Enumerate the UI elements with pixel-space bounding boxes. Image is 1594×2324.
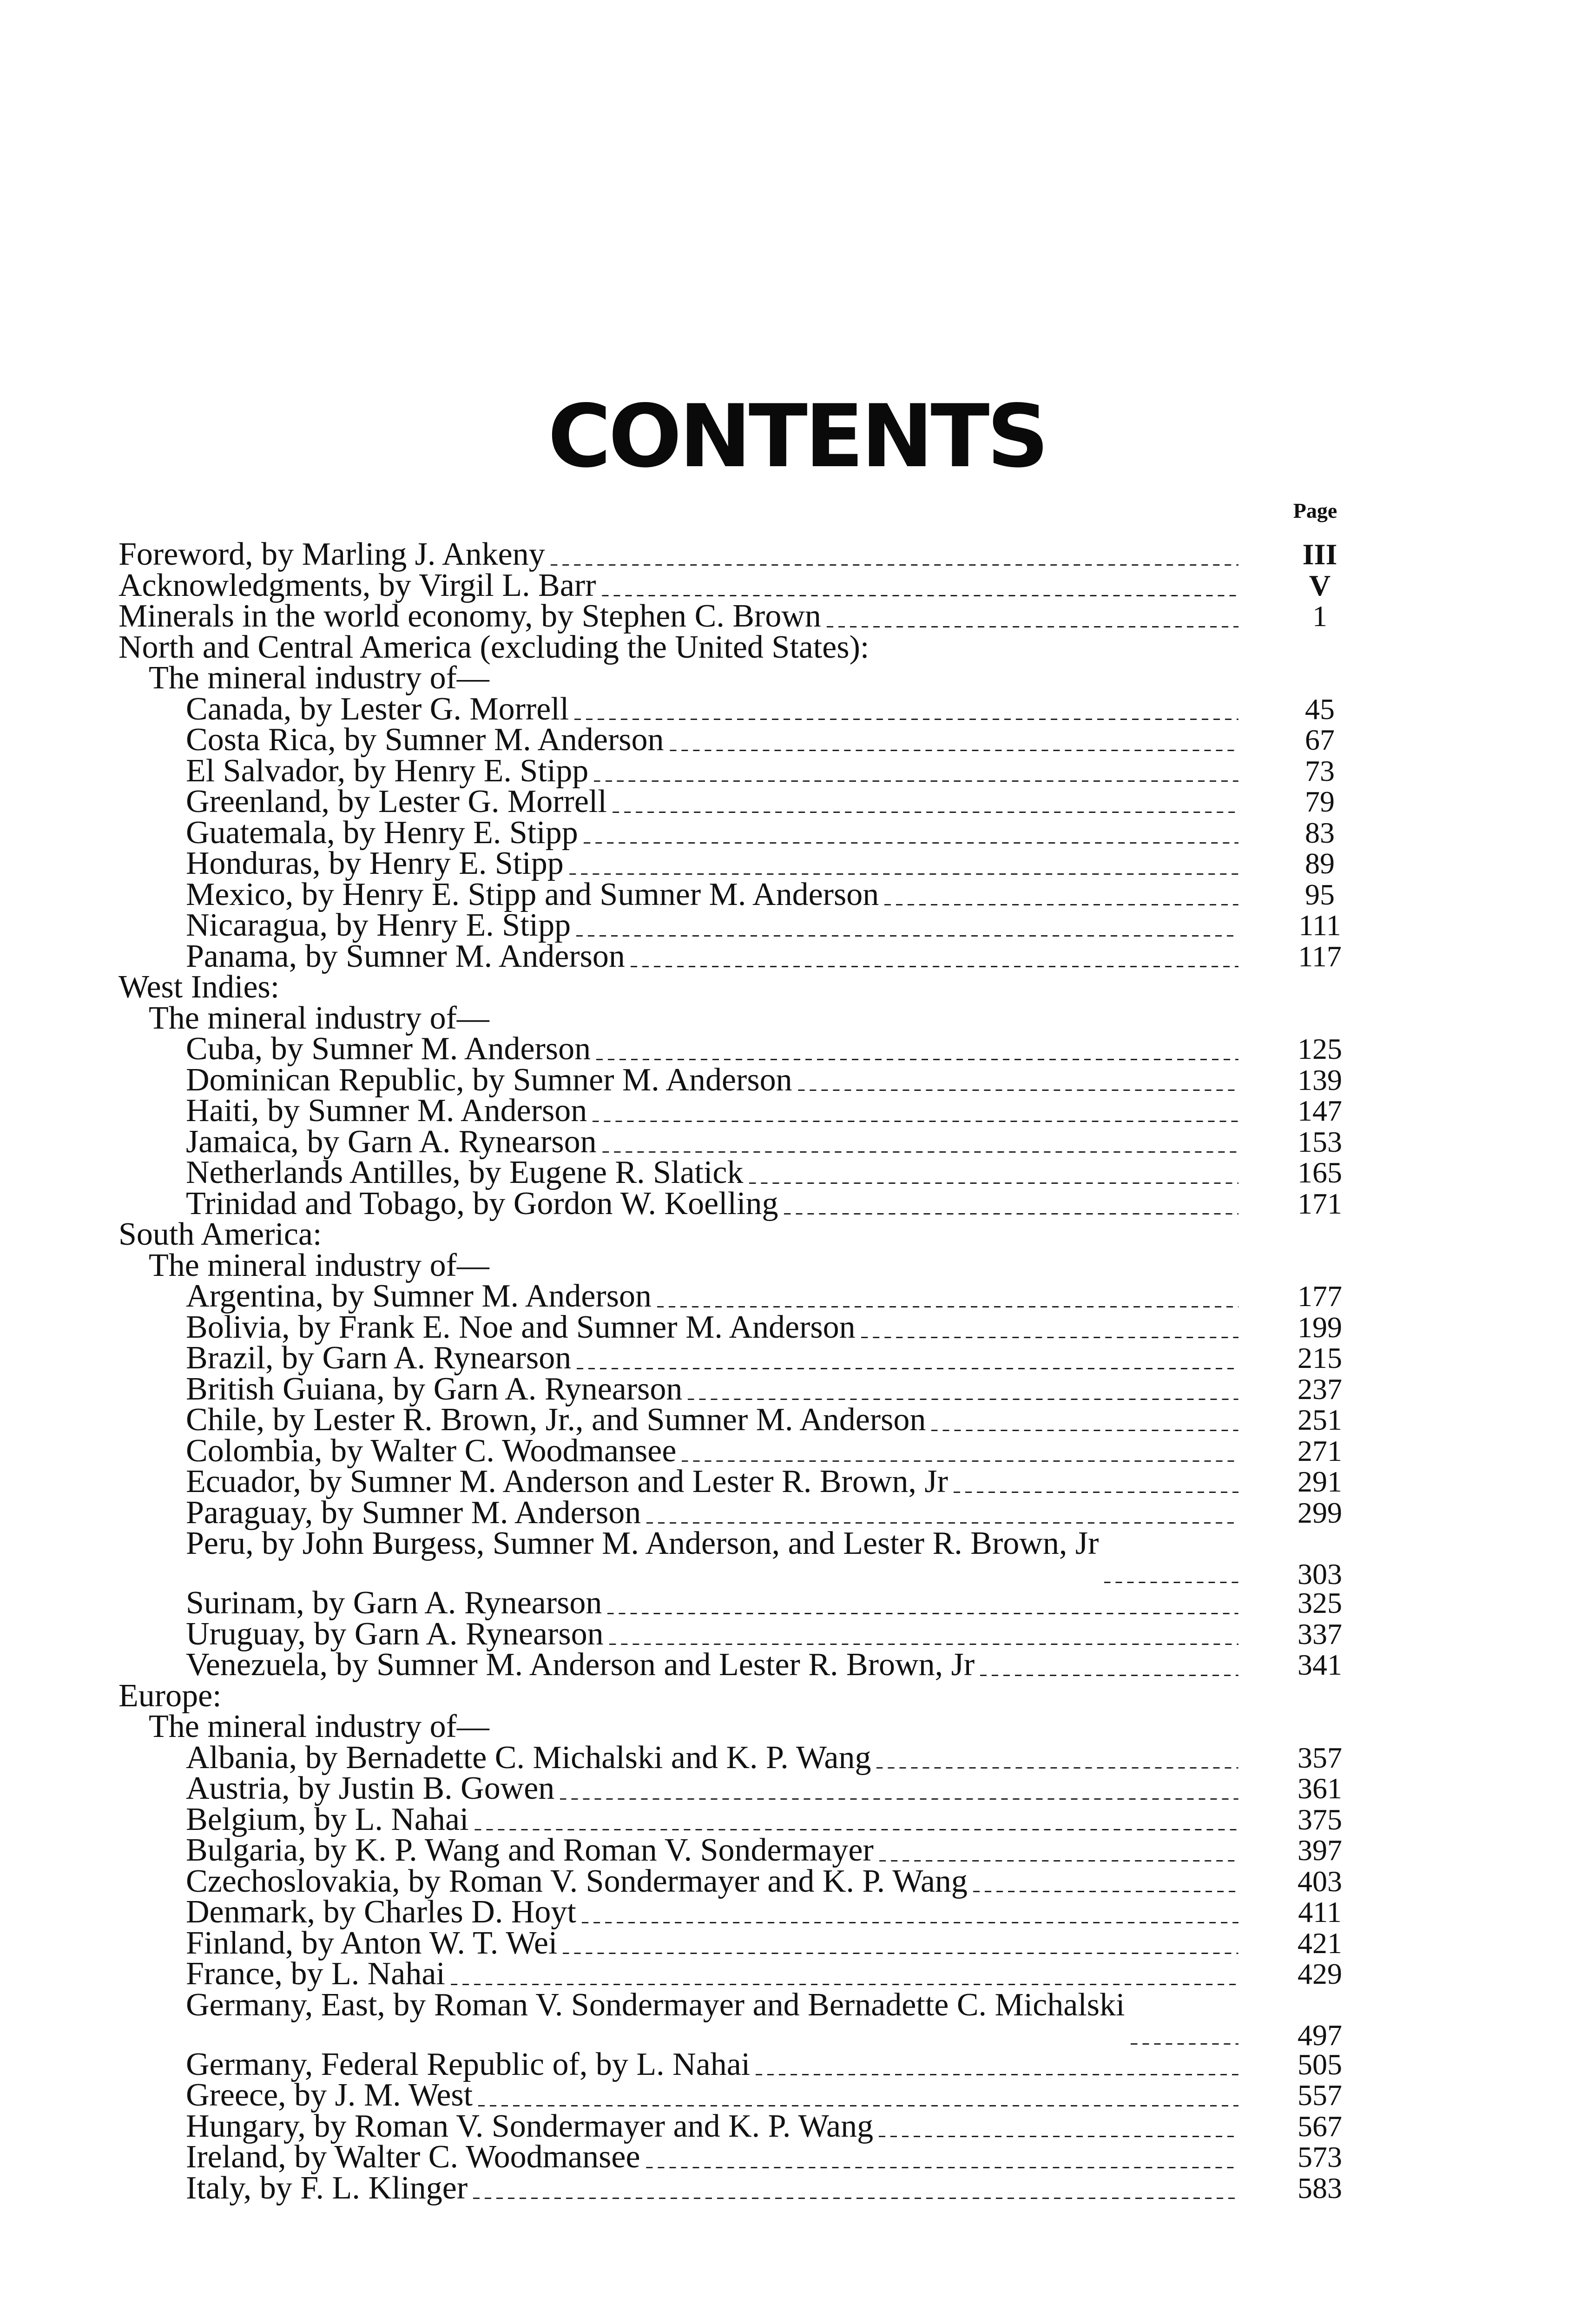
toc-entry-label: Netherlands Antilles, by Eugene R. Slatick: [186, 1155, 744, 1190]
dot-leader: [451, 1981, 1238, 1985]
toc-entry-label: North and Central America (excluding the United States):: [119, 629, 869, 665]
toc-entry-label: France, by L. Nahai: [186, 1956, 445, 1992]
toc-entry-page-number: 375: [1298, 1802, 1342, 1836]
toc-entry-page-number: 573: [1298, 2140, 1342, 2173]
toc-entry-label: Italy, by F. L. Klinger: [186, 2170, 468, 2206]
dot-leader: [861, 1334, 1238, 1338]
dot-leader: [657, 1304, 1238, 1307]
dot-leader: [798, 1087, 1238, 1091]
toc-entry: [0, 1739, 1594, 1776]
dot-leader: [879, 2133, 1238, 2137]
dot-leader: [1104, 1579, 1238, 1583]
dot-leader: [474, 1827, 1238, 1830]
toc-entry-page-number: 79: [1305, 785, 1335, 818]
toc-entry: [0, 1647, 1594, 1683]
toc-entry-page-number: 237: [1298, 1372, 1342, 1406]
toc-entry-page-number: 397: [1298, 1834, 1342, 1867]
toc-entry-page-number: 73: [1305, 754, 1335, 787]
toc-entry: [0, 1185, 1594, 1221]
toc-entry-label: Peru, by John Burgess, Sumner M. Anderson, and Lester R. Brown, Jr: [186, 1525, 1099, 1561]
dot-leader: [973, 1888, 1238, 1892]
toc-entry: [0, 1894, 1594, 1930]
dot-leader: [884, 902, 1238, 905]
toc-entry-page-number: 83: [1305, 816, 1335, 849]
toc-entry-label: Cuba, by Sumner M. Anderson: [186, 1031, 591, 1067]
toc-entry-label: Argentina, by Sumner M. Anderson: [186, 1278, 652, 1314]
toc-entry-label: Guatemala, by Henry E. Stipp: [186, 814, 578, 851]
dot-leader: [551, 562, 1238, 566]
dot-leader: [602, 593, 1238, 596]
toc-entry-label: Panama, by Sumner M. Anderson: [186, 938, 625, 974]
toc-entry-label: Greenland, by Lester G. Morrell: [186, 784, 607, 819]
toc-entry-page-number: 337: [1298, 1617, 1342, 1651]
toc-entry: [0, 1371, 1594, 1407]
toc-entry-label: Europe:: [119, 1677, 222, 1714]
page-title: CONTENTS: [547, 386, 1047, 487]
toc-entry-label: Ecuador, by Sumner M. Anderson and Lester R. Brown, Jr: [186, 1464, 948, 1499]
toc-entry-label: Canada, by Lester G. Morrell: [186, 691, 569, 727]
toc-entry-page-number: 67: [1305, 723, 1335, 756]
dot-leader: [577, 1366, 1238, 1369]
toc-entry-label: The mineral industry of—: [149, 1709, 489, 1744]
toc-entry: [0, 1585, 1594, 1621]
toc-entry-label: Uruguay, by Garn A. Rynearson: [186, 1616, 604, 1652]
toc-entry-label: Czechoslovakia, by Roman V. Sondermayer and K. P. Wang: [186, 1863, 968, 1899]
dot-leader: [593, 1118, 1238, 1122]
toc-entry-label: The mineral industry of—: [149, 1000, 489, 1036]
toc-section-heading: [0, 629, 1594, 665]
toc-entry: [0, 1616, 1594, 1652]
toc-section-heading: [0, 1216, 1594, 1252]
toc-entry-label: Germany, Federal Republic of, by L. Nahai: [186, 2046, 751, 2082]
toc-entry: [0, 1987, 1594, 2052]
toc-entry-label: Dominican Republic, by Sumner M. Anderson: [186, 1062, 792, 1098]
toc-entry-label: West Indies:: [119, 969, 280, 1005]
dot-leader: [980, 1672, 1238, 1676]
toc-entry-label: The mineral industry of—: [149, 1247, 489, 1283]
toc-entry: [0, 536, 1594, 572]
toc-entry: [0, 1402, 1594, 1438]
toc-entry: [0, 814, 1594, 851]
toc-entry-page-number: 177: [1298, 1280, 1342, 1313]
toc-entry-page-number: 125: [1298, 1032, 1342, 1065]
dot-leader: [478, 2103, 1238, 2106]
toc-entry: [0, 1309, 1594, 1345]
dot-leader: [784, 1211, 1238, 1215]
toc-entry-label: Hungary, by Roman V. Sondermayer and K. P. Wang: [186, 2108, 874, 2144]
toc-entry: [0, 938, 1594, 974]
toc-entry-label: Austria, by Justin B. Gowen: [186, 1770, 555, 1806]
toc-entry-page-number: 497: [1298, 2019, 1342, 2052]
toc-entry: [0, 2170, 1594, 2206]
dot-leader: [609, 1641, 1238, 1645]
toc-entry-label: Foreword, by Marling J. Ankeny: [119, 536, 545, 572]
toc-entry-page-number: 165: [1298, 1156, 1342, 1189]
toc-entry: [0, 1466, 1594, 1498]
toc-entry-label: Surinam, by Garn A. Rynearson: [186, 1585, 602, 1621]
toc-entry: [0, 1062, 1594, 1098]
dot-leader: [563, 1950, 1238, 1954]
dot-leader: [596, 1056, 1238, 1060]
toc-entry-label: The mineral industry of—: [149, 660, 489, 696]
toc-entry-page-number: 403: [1298, 1864, 1342, 1898]
toc-entry: [0, 1494, 1594, 1531]
toc-section-heading: [0, 1247, 1594, 1283]
toc-section-heading: [0, 1677, 1594, 1714]
dot-leader: [931, 1427, 1238, 1431]
dot-leader: [670, 747, 1238, 751]
dot-leader: [631, 964, 1238, 967]
toc-entry: [0, 1278, 1594, 1314]
toc-entry-page-number: 583: [1298, 2171, 1342, 2205]
toc-entry: [0, 1770, 1594, 1806]
toc-entry-page-number: 303: [1298, 1557, 1342, 1591]
toc-entry-page-number: 299: [1298, 1496, 1342, 1529]
toc-entry-page-number: 45: [1305, 692, 1335, 726]
dot-leader: [827, 624, 1238, 627]
toc-entry-label: El Salvador, by Henry E. Stipp: [186, 753, 589, 789]
toc-section-heading: [0, 969, 1594, 1005]
toc-entry-page-number: 89: [1305, 847, 1335, 880]
toc-entry: [0, 1031, 1594, 1067]
toc-entry: [0, 1956, 1594, 1992]
toc-entry-label: Germany, East, by Roman V. Sondermayer and Bernadette C. Michalski: [186, 1987, 1125, 2023]
toc-entry-label: Colombia, by Walter C. Woodmansee: [186, 1433, 677, 1469]
toc-entry-label: Haiti, by Sumner M. Anderson: [186, 1093, 587, 1129]
toc-entry-page-number: 505: [1298, 2047, 1342, 2081]
toc-entry-label: Finland, by Anton W. T. Wei: [186, 1925, 558, 1961]
toc-entry: [0, 2139, 1594, 2175]
toc-entry: [0, 2077, 1594, 2113]
dot-leader: [584, 840, 1238, 844]
dot-leader: [602, 1149, 1238, 1153]
toc-entry: [0, 567, 1594, 603]
toc-entry: [0, 1863, 1594, 1899]
dot-leader: [688, 1396, 1238, 1400]
dot-leader: [756, 2072, 1238, 2075]
toc-entry-page-number: 271: [1298, 1434, 1342, 1467]
toc-section-heading: [0, 1711, 1594, 1743]
toc-entry: [0, 1832, 1594, 1868]
toc-entry-page-number: 429: [1298, 1957, 1342, 1990]
toc-entry-page-number: 1: [1312, 600, 1327, 633]
toc-entry: [0, 691, 1594, 727]
toc-entry-page-number: 361: [1298, 1772, 1342, 1805]
toc-entry: [0, 1801, 1594, 1837]
toc-entry: [0, 907, 1594, 943]
toc-entry-label: Minerals in the world economy, by Stephen C. Brown: [119, 598, 821, 634]
dot-leader: [582, 1920, 1238, 1923]
toc-entry-label: Costa Rica, by Sumner M. Anderson: [186, 722, 664, 758]
toc-entry-page-number: 153: [1298, 1125, 1342, 1158]
toc-entry-page-number: 557: [1298, 2079, 1342, 2112]
toc-section-heading: [0, 660, 1594, 696]
dot-leader: [876, 1765, 1238, 1769]
toc-entry-label: Bolivia, by Frank E. Noe and Sumner M. Anderson: [186, 1309, 856, 1345]
dot-leader: [574, 716, 1238, 720]
toc-entry: [0, 2046, 1594, 2082]
dot-leader: [473, 2195, 1238, 2199]
toc-entry-page-number: 139: [1298, 1063, 1342, 1096]
toc-entry: [0, 2108, 1594, 2144]
dot-leader: [569, 871, 1238, 875]
dot-leader: [682, 1458, 1238, 1462]
toc-entry: [0, 1093, 1594, 1129]
toc-entry-page-number: 111: [1298, 909, 1341, 942]
toc-entry: [0, 722, 1594, 758]
toc-entry-label: British Guiana, by Garn A. Rynearson: [186, 1371, 683, 1407]
toc-entry-page-number: 251: [1298, 1403, 1342, 1436]
toc-entry-page-number: 411: [1298, 1895, 1342, 1928]
toc-entry: [0, 1123, 1594, 1160]
toc-entry: [0, 1525, 1594, 1591]
toc-entry-page-number: 215: [1298, 1341, 1342, 1374]
toc-entry-label: Paraguay, by Sumner M. Anderson: [186, 1494, 641, 1531]
toc-entry-label: Albania, by Bernadette C. Michalski and K. P. Wang: [186, 1739, 871, 1776]
toc-entry-label: Mexico, by Henry E. Stipp and Sumner M. Anderson: [186, 876, 879, 912]
toc-entry-label: Belgium, by L. Nahai: [186, 1801, 469, 1837]
dot-leader: [954, 1489, 1238, 1493]
toc-entry-page-number: 421: [1298, 1926, 1342, 1960]
toc-entry-page-number: 117: [1298, 939, 1342, 973]
dot-leader: [749, 1180, 1238, 1184]
dot-leader: [607, 1611, 1238, 1614]
toc-entry-page-number: 357: [1298, 1741, 1342, 1774]
toc-entry-page-number: 95: [1305, 878, 1335, 911]
toc-entry-label: Venezuela, by Sumner M. Anderson and Lester R. Brown, Jr: [186, 1647, 975, 1683]
toc-entry-label: South America:: [119, 1216, 322, 1252]
toc-entry: [0, 1925, 1594, 1961]
toc-entry-page-number: 341: [1298, 1648, 1342, 1681]
toc-entry-label: Trinidad and Tobago, by Gordon W. Koelling: [186, 1185, 778, 1221]
toc-entry-label: Jamaica, by Garn A. Rynearson: [186, 1123, 597, 1160]
toc-entry-label: Denmark, by Charles D. Hoyt: [186, 1894, 576, 1930]
toc-entry-page-number: V: [1309, 568, 1331, 602]
toc-entry-page-number: 147: [1298, 1094, 1342, 1127]
toc-entry-page-number: 291: [1298, 1465, 1342, 1498]
toc-entry-page-number: 567: [1298, 2109, 1342, 2143]
toc-entry-label: Chile, by Lester R. Brown, Jr., and Sumner M. Anderson: [186, 1402, 926, 1438]
page-column-header: Page: [1293, 499, 1337, 522]
toc-entry: [0, 598, 1594, 634]
dot-leader: [560, 1796, 1238, 1800]
toc-entry: [0, 753, 1594, 789]
toc-entry: [0, 876, 1594, 912]
dot-leader: [594, 778, 1238, 782]
toc-section-heading: [0, 1000, 1594, 1036]
dot-leader: [576, 933, 1238, 937]
toc-entry-label: Ireland, by Walter C. Woodmansee: [186, 2139, 640, 2175]
toc-entry-label: Greece, by J. M. West: [186, 2077, 473, 2113]
toc-entry: [0, 845, 1594, 881]
toc-entry: [0, 786, 1594, 818]
toc-entry: [0, 1157, 1594, 1188]
toc-entry: [0, 1433, 1594, 1469]
toc-entry-label: Honduras, by Henry E. Stipp: [186, 845, 564, 881]
dot-leader: [879, 1858, 1238, 1862]
toc-entry-page-number: III: [1302, 538, 1337, 571]
toc-entry-page-number: 199: [1298, 1310, 1342, 1344]
toc-entry-label: Acknowledgments, by Virgil L. Barr: [119, 567, 596, 603]
dot-leader: [1131, 2041, 1239, 2045]
toc-entry-label: Bulgaria, by K. P. Wang and Roman V. Sondermayer: [186, 1832, 874, 1868]
dot-leader: [646, 2165, 1238, 2168]
toc-entry-label: Nicaragua, by Henry E. Stipp: [186, 907, 571, 943]
toc-entry: [0, 1340, 1594, 1376]
toc-entry-page-number: 325: [1298, 1586, 1342, 1619]
dot-leader: [646, 1520, 1238, 1524]
table-of-contents: [0, 536, 1594, 2206]
toc-entry-label: Brazil, by Garn A. Rynearson: [186, 1340, 572, 1376]
toc-entry-page-number: 171: [1298, 1187, 1342, 1220]
dot-leader: [613, 809, 1238, 813]
